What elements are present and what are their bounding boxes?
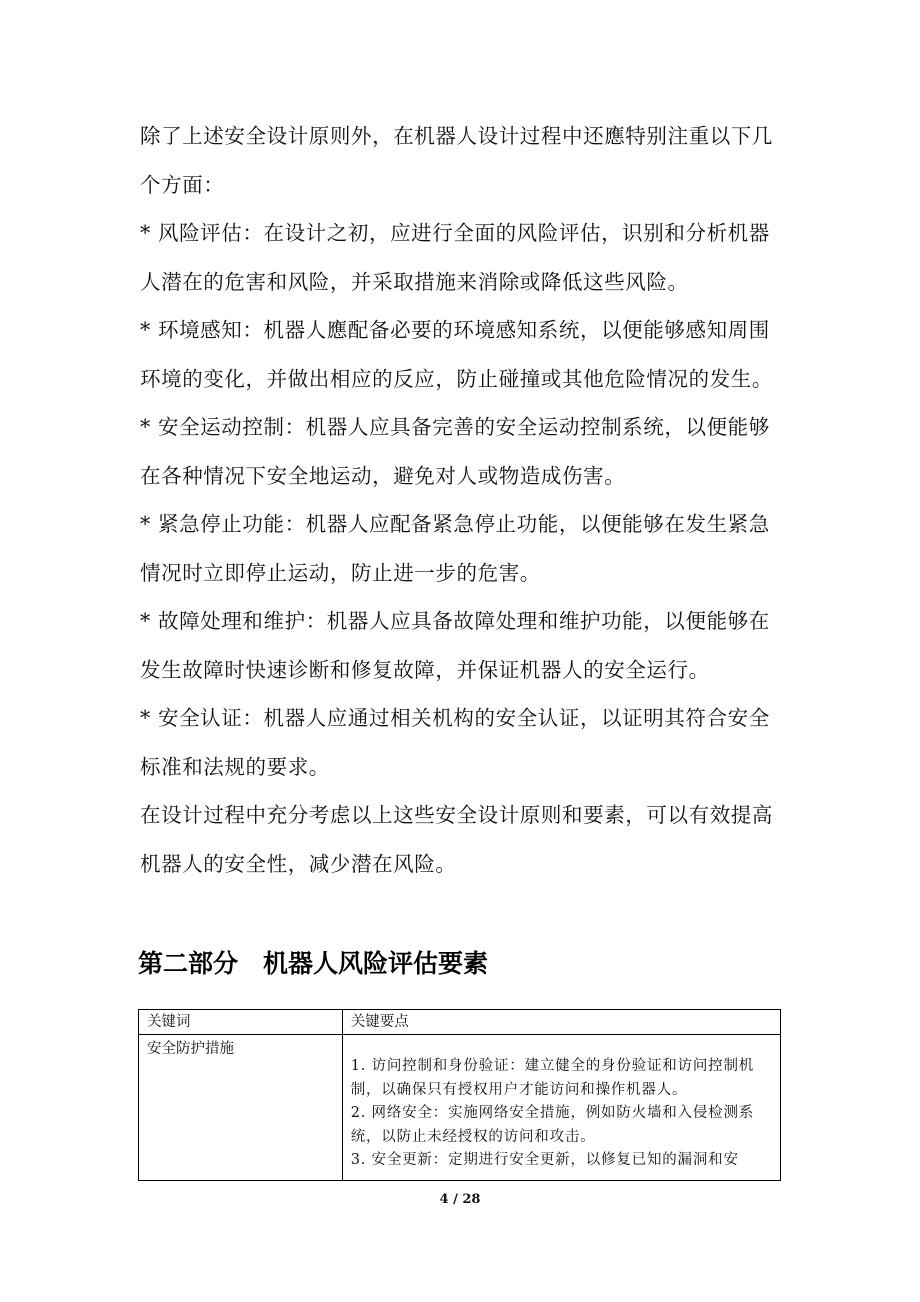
bullet-safe-motion-control: * 安全运动控制：机器人应具备完善的安全运动控制系统，以便能够在各种情况下安全地运动，避免对人或物造成伤害。 xyxy=(140,415,770,488)
cell-key-points xyxy=(342,1035,780,1181)
bullet-risk-assessment: * 风险评估：在设计之初，应进行全面的风险评估，识别和分析机器人潜在的危害和风险，并采取措施来消除或降低这些风险。 xyxy=(140,221,770,294)
table-row xyxy=(139,1035,781,1181)
header-keyword: 关键词 xyxy=(139,1010,343,1035)
key-points-list xyxy=(351,1055,772,1173)
page-number: 4 / 28 xyxy=(439,1192,481,1207)
bullet-safety-certification: * 安全认证：机器人应通过相关机构的安全认证，以证明其符合安全标准和法规的要求。 xyxy=(140,706,770,779)
key-points-table xyxy=(138,1009,781,1181)
header-key-points: 关键要点 xyxy=(342,1010,780,1035)
section-heading: 第二部分 机器人风险评估要素 xyxy=(138,949,489,978)
list-item: 3. 安全更新：定期进行安全更新，以修复已知的漏洞和安 xyxy=(350,1152,739,1168)
cell-keyword: 安全防护措施 xyxy=(139,1035,343,1181)
body-text xyxy=(140,112,790,888)
table-header-row xyxy=(139,1010,781,1035)
bullet-emergency-stop: * 紧急停止功能：机器人应配备紧急停止功能，以便能够在发生紧急情况时立即停止运动，防止进一步的危害。 xyxy=(140,512,770,585)
bullet-fault-handling: * 故障处理和维护：机器人应具备故障处理和维护功能，以便能够在发生故障时快速诊断和修复故障，并保证机器人的安全运行。 xyxy=(140,609,770,682)
conclusion-paragraph: 在设计过程中充分考虑以上这些安全设计原则和要素，可以有效提高机器人的安全性，减少潜在风险。 xyxy=(140,803,773,876)
intro-paragraph: 除了上述安全设计原则外，在机器人设计过程中还應特别注重以下几个方面： xyxy=(140,124,773,197)
list-item: 2. 网络安全：实施网络安全措施，例如防火墙和入侵检测系统，以防止未经授权的访问和攻击。 xyxy=(350,1105,755,1145)
bullet-environment-perception: * 环境感知：机器人應配备必要的环境感知系统，以便能够感知周围环境的变化，并做出相应的反应，防止碰撞或其他危险情况的发生。 xyxy=(140,318,773,391)
list-item: 1. 访问控制和身份验证：建立健全的身份验证和访问控制机制，以确保只有授权用户才能访问和操作机器人。 xyxy=(350,1058,755,1098)
